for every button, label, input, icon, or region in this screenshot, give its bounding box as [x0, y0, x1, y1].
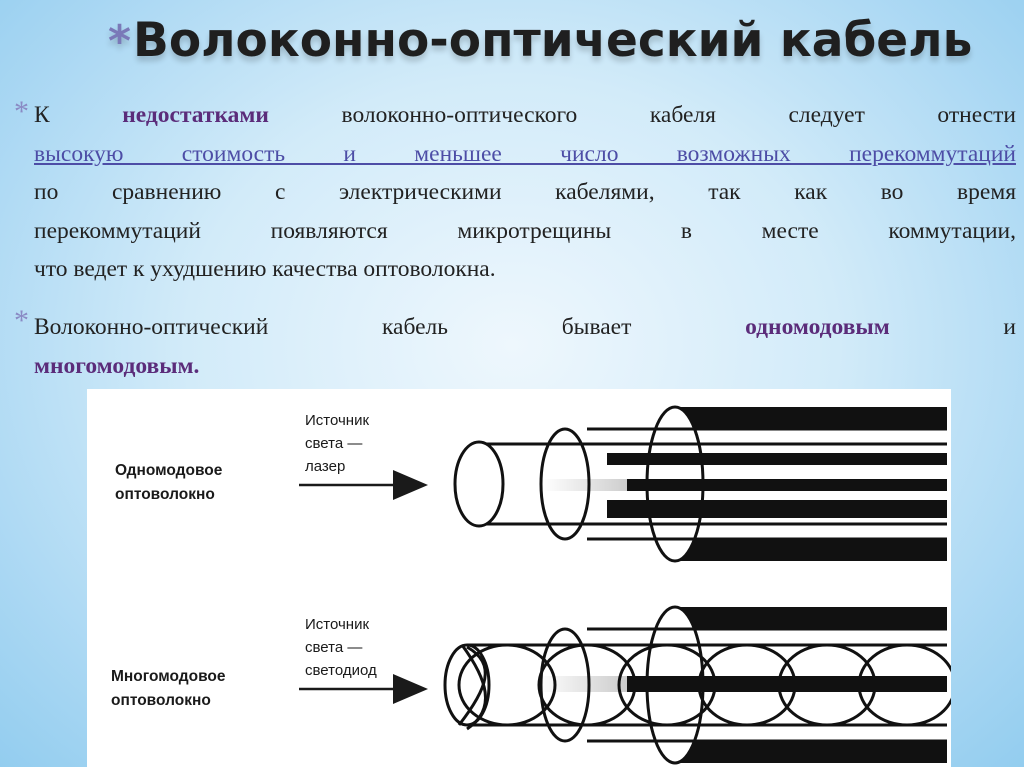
paragraph-line: по сравнению с электрическими кабелями, так как во время [34, 179, 1016, 205]
multi-source-line2: света — [305, 639, 363, 656]
multi-source-line1: Источник [305, 616, 370, 633]
single-source-line2: света — [305, 435, 363, 452]
single-label-line1: Одномодовое [115, 462, 223, 479]
paragraph-line [34, 135, 1016, 174]
paragraph-line [34, 347, 1016, 386]
paragraph-line: перекоммутаций появляются микротрещины в месте коммутации, [34, 217, 1016, 244]
underlined-phrase: высокую стоимость и меньшее число возможных перекоммутаций [34, 140, 1016, 167]
single-source-line1: Источник [305, 412, 370, 429]
single-mode-labels [115, 412, 423, 503]
paragraph-disadvantages [34, 96, 1016, 289]
keyword-multimode: многомодовым. [34, 352, 200, 379]
keyword-singlemode: одномодовым [745, 314, 890, 340]
fiber-diagram-svg [87, 389, 951, 767]
single-mode-cable [455, 407, 947, 561]
title-text: Волоконно-оптический кабель [133, 13, 973, 68]
bullet-star-icon: * [14, 95, 29, 128]
single-label-line2: оптоволокно [115, 486, 215, 503]
fiber-diagram [87, 389, 951, 767]
single-source-line3: лазер [305, 458, 346, 475]
paragraph-line: К недостатками волоконно-оптического кабеля следует отнести [34, 102, 1016, 128]
slide-title [108, 6, 1008, 76]
title-star-icon: * [108, 16, 132, 67]
multi-mode-cable [445, 607, 951, 763]
paragraph-types [34, 308, 1016, 385]
keyword-disadvantages: недостатками [122, 102, 269, 128]
bullet-star-icon: * [14, 304, 29, 337]
multi-source-line3: светодиод [305, 662, 377, 679]
multi-mode-labels [111, 616, 423, 709]
paragraph-line: Волоконно-оптический кабель бывает одномодовым и [34, 314, 1017, 340]
multi-label-line1: Многомодовое [111, 668, 226, 685]
paragraph-line: что ведет к ухудшению качества оптоволокна. [34, 256, 496, 282]
multi-label-line2: оптоволокно [111, 692, 211, 709]
